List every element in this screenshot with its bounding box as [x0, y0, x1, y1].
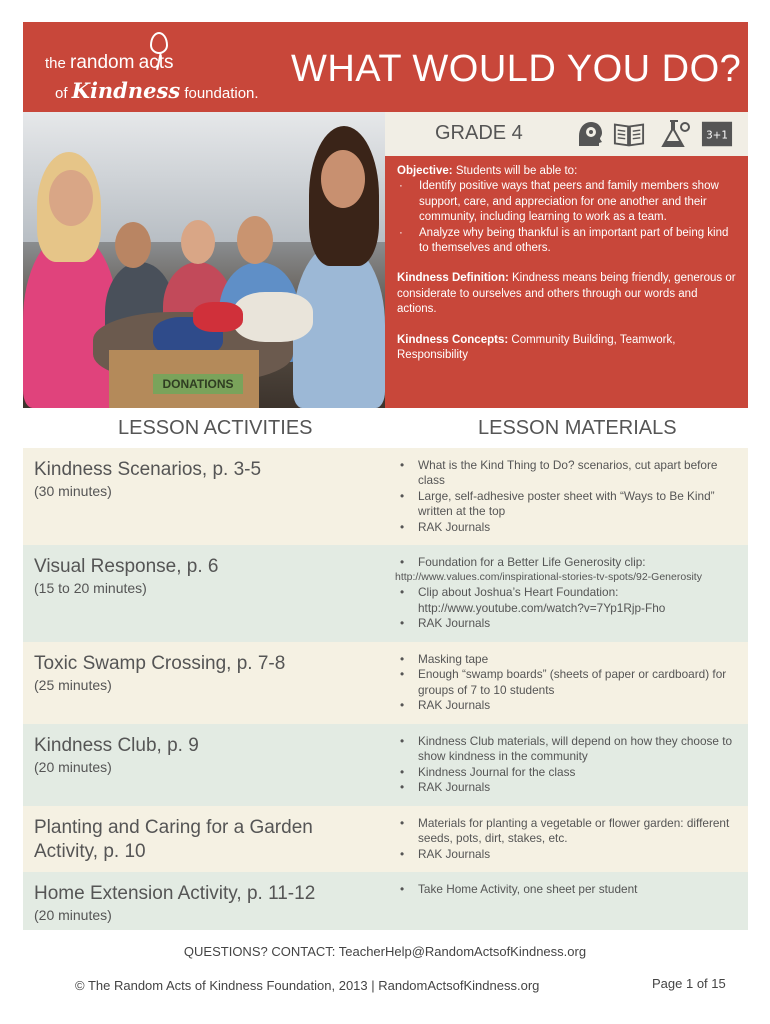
contact-line[interactable]: QUESTIONS? CONTACT: TeacherHelp@RandomActsofKindness.org [183, 944, 587, 959]
materials-cell [398, 652, 743, 714]
materials-list [398, 458, 743, 535]
lesson-materials-heading: LESSON MATERIALS [478, 417, 677, 439]
generosity-clip-link[interactable]: http://www.values.com/inspirational-stories-tv-spots/92-Generosity [395, 571, 702, 584]
hero-section [23, 112, 748, 408]
person-left-head [49, 170, 93, 226]
activity-duration: (20 minutes) [34, 907, 112, 923]
activity-cell [34, 816, 354, 864]
materials-cell [398, 882, 743, 897]
materials-cell [395, 555, 743, 632]
materials-cell [398, 734, 743, 796]
activity-cell [34, 652, 374, 694]
definition-text: Kindness means being friendly, generous or considerate to ourselves and others through our words and actions. [397, 272, 736, 316]
materials-list [398, 585, 743, 631]
table-row [23, 448, 748, 545]
lesson-info-panel [385, 112, 748, 408]
donations-sign: DONATIONS [153, 374, 243, 394]
logo-word-the: the [45, 55, 66, 72]
clothes-item [233, 292, 313, 342]
materials-list [398, 555, 743, 570]
materials-list [398, 816, 743, 862]
kindness-definition [397, 271, 737, 317]
page-title: WHAT WOULD YOU DO? [291, 48, 742, 90]
logo-word-of: of [55, 85, 68, 102]
clothes-item [193, 302, 243, 332]
materials-list [398, 882, 743, 897]
activity-cell [34, 882, 374, 924]
logo-word-random: random [70, 52, 135, 73]
page-number: Page 1 of 15 [652, 976, 726, 991]
activity-title: Home Extension Activity, p. 11-12 [34, 883, 316, 904]
logo-word-foundation: foundation. [184, 85, 259, 102]
brain-icon [573, 118, 605, 150]
list-item: • RAK Journals [418, 616, 743, 631]
page [23, 22, 748, 930]
lesson-activities-heading: LESSON ACTIVITIES [118, 417, 313, 439]
spacer [397, 256, 737, 271]
copyright-line: © The Random Acts of Kindness Foundation, 2013 | RandomActsofKindness.org [75, 978, 540, 993]
activity-cell [34, 458, 374, 500]
materials-list [398, 652, 743, 714]
students-donations-photo [23, 112, 385, 408]
objective-intro: Students will be able to: [455, 165, 578, 177]
activity-title: Toxic Swamp Crossing, p. 7-8 [34, 653, 286, 674]
activity-title: Visual Response, p. 6 [34, 556, 219, 577]
definition-label: Kindness Definition: [397, 272, 509, 285]
grade-bar [385, 112, 748, 156]
logo-line-1 [45, 52, 173, 74]
chalkboard-text: 3+1 [706, 129, 728, 142]
person-3-head [181, 220, 215, 264]
objective-label: Objective: [397, 165, 453, 177]
person-right-head [321, 150, 365, 208]
column-headers [23, 408, 748, 448]
list-item: • Materials for planting a vegetable or flower garden: different seeds, pots, dirt, stakes, etc. [418, 816, 743, 847]
activity-cell [34, 555, 374, 597]
list-item: • Kindness Club materials, will depend on how they choose to show kindness in the community [418, 734, 743, 765]
book-icon [613, 118, 645, 150]
list-item: • Clip about Joshua’s Heart Foundation: http://www.youtube.com/watch?v=7Yp1Rjp-Fho [418, 585, 743, 616]
list-item: • Large, self-adhesive poster sheet with “Ways to Be Kind” written at the top [418, 489, 743, 520]
activity-cell [34, 734, 374, 776]
materials-list [398, 734, 743, 796]
logo-word-acts: acts [138, 52, 174, 73]
chalkboard-icon [701, 118, 733, 150]
list-item: • RAK Journals [418, 847, 743, 862]
person-4-head [237, 216, 273, 264]
list-item: • Foundation for a Better Life Generosity clip: [418, 555, 743, 570]
grade-label: GRADE 4 [435, 122, 523, 144]
table-row [23, 545, 748, 642]
activity-duration: (30 minutes) [34, 483, 112, 499]
activity-duration: (20 minutes) [34, 759, 112, 775]
materials-cell [398, 458, 743, 535]
logo-word-kindness: Kindness [71, 78, 181, 103]
balloon-icon [150, 32, 168, 54]
table-row [23, 872, 748, 930]
person-2-head [115, 222, 151, 268]
activity-title: Kindness Club, p. 9 [34, 735, 199, 756]
list-item: • What is the Kind Thing to Do? scenarios, cut apart before class [418, 458, 743, 489]
activity-title: Planting and Caring for a Garden Activity, p. 10 [34, 817, 313, 862]
activity-duration: (25 minutes) [34, 677, 112, 693]
spacer [397, 318, 737, 333]
table-row [23, 806, 748, 872]
activity-duration: (15 to 20 minutes) [34, 580, 147, 596]
list-item: • Take Home Activity, one sheet per student [418, 882, 743, 897]
concepts-text: Community Building, Teamwork, Responsibility [397, 333, 676, 362]
materials-cell [398, 816, 743, 862]
objective-list [397, 179, 737, 256]
foundation-logo[interactable] [45, 44, 265, 104]
list-item: • Kindness Journal for the class [418, 765, 743, 780]
kindness-concepts [397, 333, 737, 364]
list-item: • RAK Journals [418, 780, 743, 795]
concepts-label: Kindness Concepts: [397, 333, 509, 346]
flask-icon [659, 118, 691, 150]
table-row [23, 724, 748, 806]
objective [397, 164, 737, 179]
objective-item: · Identify positive ways that peers and family members show support, care, and appreciation for one another and their community, including learning to work as a team. [419, 179, 737, 225]
header-banner [23, 22, 748, 112]
list-item: • Masking tape [418, 652, 743, 667]
list-item: • Enough “swamp boards” (sheets of paper or cardboard) for groups of 7 to 10 students [418, 667, 743, 698]
logo-line-2 [55, 78, 259, 103]
list-item: • RAK Journals [418, 698, 743, 713]
activity-title: Kindness Scenarios, p. 3-5 [34, 459, 262, 480]
objective-item: · Analyze why being thankful is an important part of being kind to themselves and others. [419, 226, 737, 257]
info-body [397, 164, 737, 363]
list-item: • RAK Journals [418, 520, 743, 535]
table-row [23, 642, 748, 724]
